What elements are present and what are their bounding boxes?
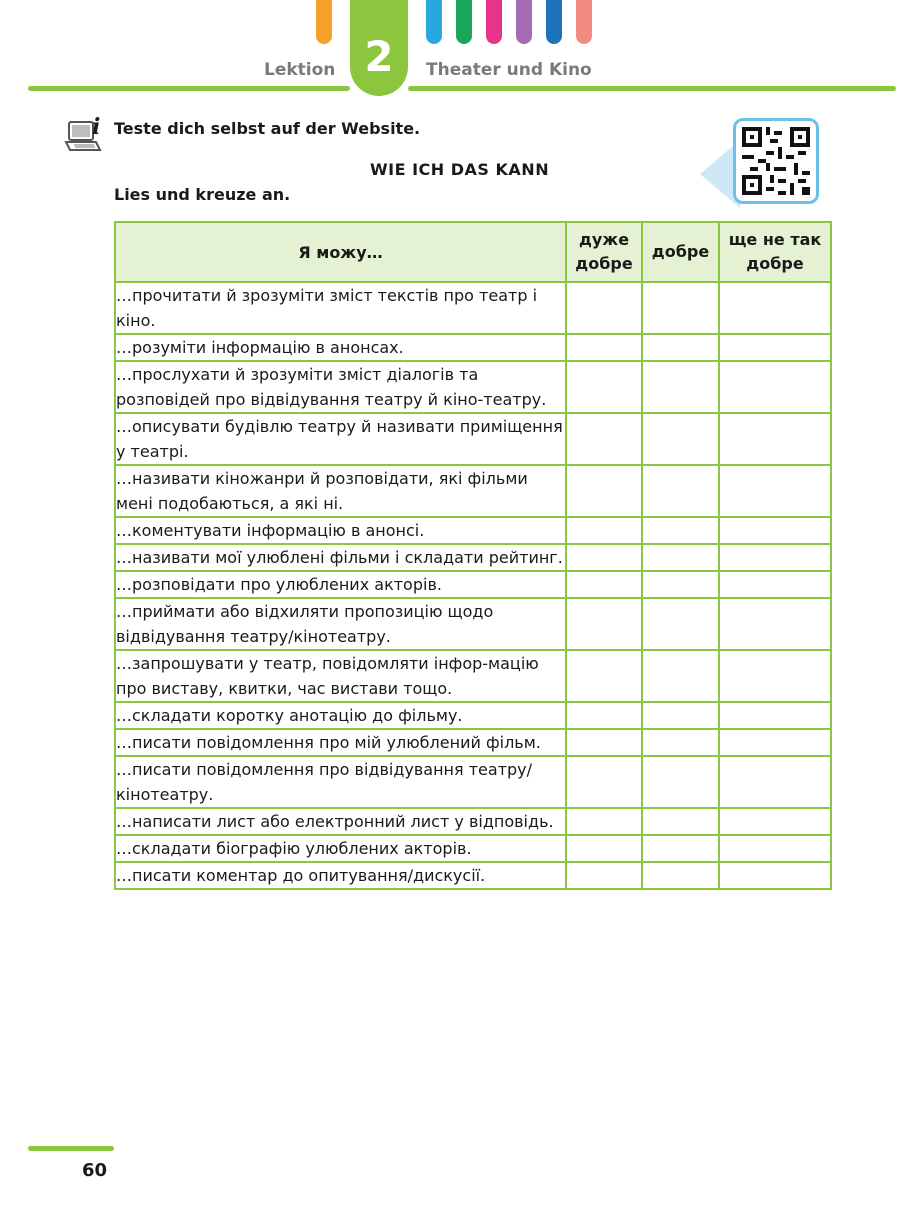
checkbox-not-so-good[interactable] <box>719 598 831 650</box>
footer-rule <box>28 1146 114 1151</box>
checkbox-not-so-good[interactable] <box>719 702 831 729</box>
checkbox-very-good[interactable] <box>566 413 642 465</box>
color-tab <box>516 0 532 44</box>
checkbox-not-so-good[interactable] <box>719 756 831 808</box>
checkbox-very-good[interactable] <box>566 544 642 571</box>
skill-text: …розповідати про улюблених акторів. <box>115 571 566 598</box>
column-header-not-so-good-line2: добре <box>746 254 804 273</box>
table-row <box>115 413 831 465</box>
skill-text: …запрошувати у театр, повідомляти інфор-мацію про виставу, квитки, час вистави тощо. <box>115 650 566 702</box>
skill-text: …називати кіножанри й розповідати, які фільми мені подобаються, а які ні. <box>115 465 566 517</box>
skill-text: …називати мої улюблені фільми і складати рейтинг. <box>115 544 566 571</box>
checkbox-very-good[interactable] <box>566 650 642 702</box>
header-rule-right <box>408 86 896 91</box>
lesson-title: Theater und Kino <box>426 60 592 80</box>
checkbox-not-so-good[interactable] <box>719 862 831 889</box>
table-row <box>115 361 831 413</box>
skill-text: …писати повідомлення про мій улюблений фільм. <box>115 729 566 756</box>
table-row <box>115 650 831 702</box>
checkbox-good[interactable] <box>642 571 719 598</box>
checkbox-not-so-good[interactable] <box>719 571 831 598</box>
skill-text: …приймати або відхиляти пропозицію щодо відвідування театру/кінотеатру. <box>115 598 566 650</box>
qr-code-icon <box>742 127 810 195</box>
color-tab <box>316 0 332 44</box>
color-tab <box>576 0 592 44</box>
checkbox-very-good[interactable] <box>566 465 642 517</box>
column-header-not-so-good-line1: ще не так <box>728 230 822 249</box>
checkbox-not-so-good[interactable] <box>719 650 831 702</box>
skill-text: …прослухати й зрозуміти зміст діалогів та розповідей про відвідування театру й кіно-театру. <box>115 361 566 413</box>
checkbox-good[interactable] <box>642 756 719 808</box>
lektion-number-tab <box>350 0 408 96</box>
checkbox-good[interactable] <box>642 598 719 650</box>
color-tab <box>426 0 442 44</box>
checkbox-good[interactable] <box>642 413 719 465</box>
table-row <box>115 702 831 729</box>
website-prompt: Teste dich selbst auf der Website. <box>114 119 421 138</box>
checkbox-very-good[interactable] <box>566 282 642 334</box>
checkbox-very-good[interactable] <box>566 334 642 361</box>
column-header-very-good-line2: добре <box>575 254 633 273</box>
checkbox-good[interactable] <box>642 729 719 756</box>
table-row <box>115 835 831 862</box>
checkbox-very-good[interactable] <box>566 361 642 413</box>
table-row <box>115 334 831 361</box>
checkbox-not-so-good[interactable] <box>719 465 831 517</box>
header-rule-left <box>28 86 350 91</box>
skill-text: …прочитати й зрозуміти зміст текстів про театр і кіно. <box>115 282 566 334</box>
column-header-good: добре <box>642 222 719 282</box>
checkbox-good[interactable] <box>642 650 719 702</box>
skill-text: …описувати будівлю театру й називати приміщення у театрі. <box>115 413 566 465</box>
checkbox-good[interactable] <box>642 282 719 334</box>
table-row <box>115 862 831 889</box>
skill-text: …написати лист або електронний лист у відповідь. <box>115 808 566 835</box>
table-row <box>115 465 831 517</box>
skill-text: …складати біографію улюблених акторів. <box>115 835 566 862</box>
table-row <box>115 544 831 571</box>
checkbox-good[interactable] <box>642 808 719 835</box>
checkbox-good[interactable] <box>642 835 719 862</box>
checkbox-very-good[interactable] <box>566 517 642 544</box>
lektion-label: Lektion <box>264 60 336 80</box>
checkbox-good[interactable] <box>642 465 719 517</box>
color-tab <box>456 0 472 44</box>
checkbox-good[interactable] <box>642 862 719 889</box>
checkbox-not-so-good[interactable] <box>719 729 831 756</box>
checkbox-not-so-good[interactable] <box>719 517 831 544</box>
section-title: WIE ICH DAS KANN <box>370 160 550 179</box>
skill-text: …писати коментар до опитування/дискусії. <box>115 862 566 889</box>
skill-text: …писати повідомлення про відвідування театру/кінотеатру. <box>115 756 566 808</box>
checkbox-good[interactable] <box>642 702 719 729</box>
checkbox-not-so-good[interactable] <box>719 808 831 835</box>
checkbox-very-good[interactable] <box>566 835 642 862</box>
skill-text: …розуміти інформацію в анонсах. <box>115 334 566 361</box>
instruction: Lies und kreuze an. <box>114 185 291 204</box>
skill-text: …коментувати інформацію в анонсі. <box>115 517 566 544</box>
table-header-row <box>115 222 831 282</box>
checkbox-not-so-good[interactable] <box>719 413 831 465</box>
checkbox-good[interactable] <box>642 361 719 413</box>
info-icon: i <box>92 114 101 140</box>
column-header-not-so-good <box>719 222 831 282</box>
checkbox-not-so-good[interactable] <box>719 361 831 413</box>
checkbox-good[interactable] <box>642 334 719 361</box>
color-tab <box>486 0 502 44</box>
table-row <box>115 517 831 544</box>
column-header-very-good <box>566 222 642 282</box>
table-row <box>115 282 831 334</box>
color-tab <box>546 0 562 44</box>
checkbox-very-good[interactable] <box>566 571 642 598</box>
checkbox-not-so-good[interactable] <box>719 544 831 571</box>
table-row <box>115 598 831 650</box>
checkbox-very-good[interactable] <box>566 862 642 889</box>
skill-text: …складати коротку анотацію до фільму. <box>115 702 566 729</box>
lektion-number: 2 <box>364 32 394 81</box>
column-header-skill: Я можу… <box>115 222 566 282</box>
checkbox-good[interactable] <box>642 517 719 544</box>
qr-code[interactable] <box>733 118 819 204</box>
self-assessment-table <box>114 221 832 890</box>
checkbox-not-so-good[interactable] <box>719 334 831 361</box>
checkbox-very-good[interactable] <box>566 598 642 650</box>
checkbox-very-good[interactable] <box>566 808 642 835</box>
column-header-very-good-line1: дуже <box>578 230 630 249</box>
table-row <box>115 756 831 808</box>
checkbox-good[interactable] <box>642 544 719 571</box>
checkbox-very-good[interactable] <box>566 756 642 808</box>
checkbox-not-so-good[interactable] <box>719 835 831 862</box>
table-row <box>115 808 831 835</box>
checkbox-very-good[interactable] <box>566 702 642 729</box>
table-row <box>115 571 831 598</box>
page-number: 60 <box>82 1160 108 1181</box>
table-row <box>115 729 831 756</box>
checkbox-not-so-good[interactable] <box>719 282 831 334</box>
checkbox-very-good[interactable] <box>566 729 642 756</box>
